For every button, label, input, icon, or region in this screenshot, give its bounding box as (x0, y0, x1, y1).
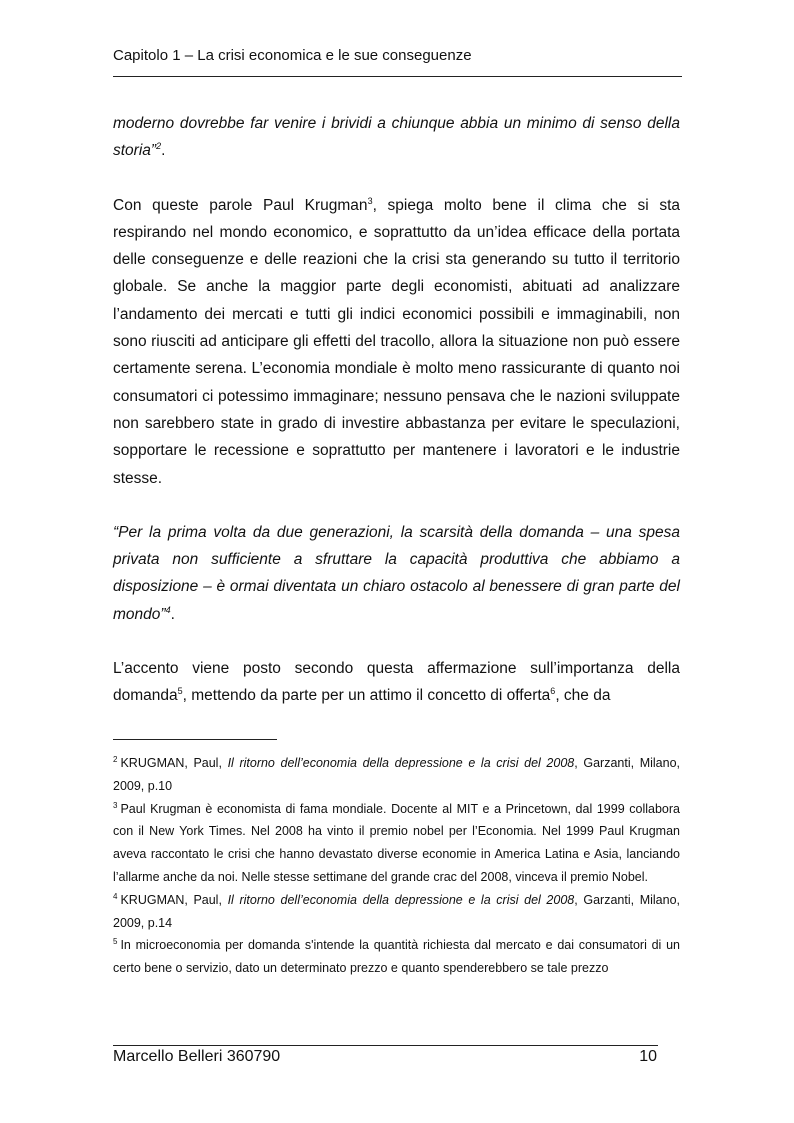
footnote-ref: 3 (367, 195, 373, 206)
footnote-book-title: Il ritorno dell’economia della depressione e la crisi del 2008 (227, 756, 575, 770)
text-run: , che da (555, 687, 611, 705)
footnote-text: KRUGMAN, Paul, (120, 756, 228, 770)
footnotes (113, 752, 680, 980)
footnote-2 (113, 752, 680, 798)
quote-text: moderno dovrebbe far venire i brividi a chiunque abbia un minimo di senso della storia” (113, 115, 680, 160)
punctuation: . (170, 605, 175, 623)
paragraph-krugman (113, 192, 680, 492)
footnote-ref: 6 (550, 686, 556, 697)
footer-divider (113, 1045, 658, 1046)
footnote-ref: 4 (165, 604, 171, 615)
footnote-ref: 2 (156, 141, 162, 152)
footnote-5 (113, 934, 680, 980)
paragraph-domanda (113, 655, 680, 710)
footnote-ref: 5 (177, 686, 183, 697)
quote-text: “Per la prima volta da due generazioni, la scarsità della domanda – una spesa privata non sufficiente a sfruttare la capacità produttiva che abbiamo a disposizione – è ormai diventata un chiaro ostacolo al benessere di gran parte del mondo” (113, 523, 680, 623)
text-run: Con queste parole Paul Krugman (113, 196, 368, 214)
header-divider (113, 76, 682, 77)
punctuation: . (161, 142, 166, 160)
text-run: L’accento viene posto secondo questa affermazione sull’importanza della domanda (113, 660, 680, 705)
paragraph-quote (113, 519, 680, 628)
footnote-number: 5 (113, 937, 118, 947)
text-run: , spiega molto bene il clima che si sta respirando nel mondo economico, e soprattutto da un’idea efficace della portata delle conseguenze e delle reazioni che la crisi sta generando su tutto il territorio globale. Se anche la maggior parte degli economisti, abituati ad analizzare l’andamento dei mercati e tutti gli indici economici possibili e immaginabili, non sono riusciti ad anticipare gli effetti del tracollo, allora la situazione non può essere certamente serena. L’economia mondiale è molto meno rassicurante di quanto noi consumatori ci potessimo immaginare; nessuno pensava che le nazioni sviluppate non sarebbero state in grado di investire abbastanza per evitare le speculazioni, sopportare le recessione e soprattutto per mantenere i lavoratori e le industrie stesse. (113, 196, 681, 487)
footnote-number: 3 (113, 800, 118, 810)
footnote-number: 2 (113, 755, 118, 764)
footnote-text: , Garzanti, Milano, 2009, p.14 (113, 892, 680, 930)
text-run: , mettendo da parte per un attimo il concetto di offerta (182, 687, 551, 705)
footnote-divider (113, 739, 277, 740)
footnote-4 (113, 889, 680, 935)
footnote-text: Paul Krugman è economista di fama mondiale. Docente al MIT e a Princetown, dal 1999 collabora con il New York Times. Nel 2008 ha vinto il premio nobel per l’Economia. Nel 1999 Paul Krugman aveva raccontato le crisi che hanno devastato diverse economie in America Latina e Asia, lanciando l’allarme anche da noi. Nelle stesse settimane del grande crac del 2008, vinceva il premio Nobel. (113, 801, 680, 884)
footnote-text: , Garzanti, Milano, 2009, p.10 (113, 756, 680, 793)
footnote-3 (113, 798, 680, 889)
footnote-text: KRUGMAN, Paul, (120, 892, 228, 907)
paragraph-quote-end (113, 110, 680, 165)
running-header: Capitolo 1 – La crisi economica e le sue conseguenze (113, 47, 472, 64)
page-number: 10 (639, 1048, 657, 1065)
footnote-text: In microeconomia per domanda s'intende la quantità richiesta dal mercato e dai consumatori di un certo bene o servizio, dato un determinato prezzo e quanto spenderebbero se tale prezzo (113, 938, 680, 976)
main-text (113, 110, 680, 710)
footnote-number: 4 (113, 891, 118, 901)
footer-author: Marcello Belleri 360790 (113, 1048, 281, 1065)
footnote-book-title: Il ritorno dell’economia della depressione e la crisi del 2008 (227, 892, 575, 907)
